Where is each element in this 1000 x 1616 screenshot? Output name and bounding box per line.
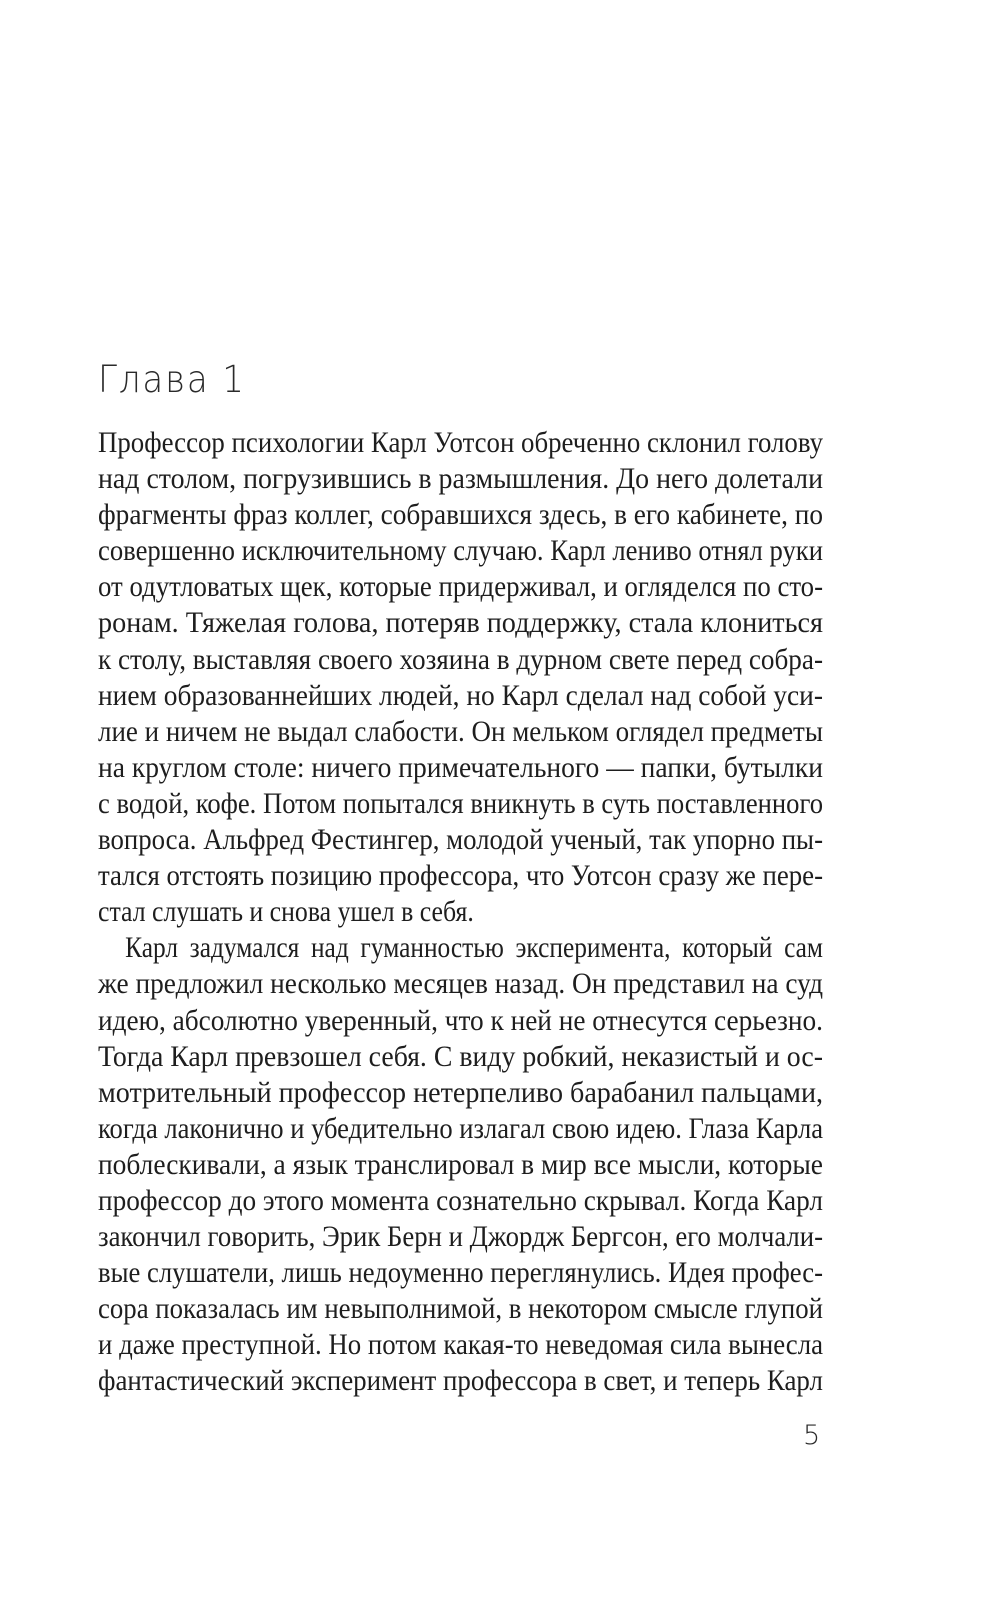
text-line: над столом, погрузившись в размышления. До него долетали	[98, 462, 823, 496]
text-line: закончил говорить, Эрик Берн и Джордж Бергсон, его молчали-	[98, 1220, 823, 1254]
text-line: с водой, кофе. Потом попытался вникнуть в суть поставленного	[98, 786, 823, 820]
text-line: профессор до этого момента сознательно скрывал. Когда Карл	[98, 1183, 823, 1217]
chapter-title: Глава 1	[98, 358, 246, 401]
text-line: тался отстоять позицию профессора, что Уотсон сразу же пере-	[98, 859, 823, 893]
text-line: Тогда Карл превзошел себя. С виду робкий, неказистый и ос-	[98, 1039, 823, 1073]
text-line: Карл задумался над гуманностью эксперимента, который сам	[125, 931, 823, 965]
text-line: фантастический эксперимент профессора в свет, и теперь Карл	[98, 1364, 823, 1398]
text-line: вые слушатели, лишь недоуменно переглянулись. Идея профес-	[98, 1256, 823, 1290]
text-line: вопроса. Альфред Фестингер, молодой ученый, так упорно пы-	[98, 823, 823, 857]
text-line: поблескивали, а язык транслировал в мир все мысли, которые	[98, 1147, 823, 1181]
text-line: нием образованнейших людей, но Карл сделал над собой уси-	[98, 678, 823, 712]
page-number: 5	[803, 1420, 821, 1451]
text-line: и даже преступной. Но потом какая-то неведомая сила вынесла	[98, 1328, 823, 1362]
text-line: к столу, выставляя своего хозяина в дурном свете перед собра-	[98, 642, 823, 676]
text-line: фрагменты фраз коллег, собравшихся здесь, в его кабинете, по	[98, 498, 823, 532]
text-line: ронам. Тяжелая голова, потеряв поддержку, стала клониться	[98, 606, 823, 640]
paragraph-2	[98, 930, 823, 1399]
text-line: стал слушать и снова ушел в себя.	[98, 895, 474, 929]
text-line: же предложил несколько месяцев назад. Он представил на суд	[98, 967, 823, 1001]
text-line: от одутловатых щек, которые придерживал, и огляделся по сто-	[98, 570, 823, 604]
text-line: когда лаконично и убедительно излагал свою идею. Глаза Карла	[98, 1111, 823, 1145]
text-line: мотрительный профессор нетерпеливо барабанил пальцами,	[98, 1075, 823, 1109]
text-line: Профессор психологии Карл Уотсон обреченно склонил голову	[98, 426, 823, 459]
text-line: совершенно исключительному случаю. Карл лениво отнял руки	[98, 534, 823, 568]
text-line: лие и ничем не выдал слабости. Он мельком оглядел предметы	[98, 714, 823, 748]
text-line: на круглом столе: ничего примечательного — папки, бутылки	[98, 750, 823, 784]
text-line: сора показалась им невыполнимой, в некотором смысле глупой	[98, 1292, 823, 1326]
paragraph-1	[98, 425, 823, 930]
chapter-body	[98, 425, 823, 1400]
text-line: идею, абсолютно уверенный, что к ней не отнесутся серьезно.	[98, 1003, 823, 1037]
